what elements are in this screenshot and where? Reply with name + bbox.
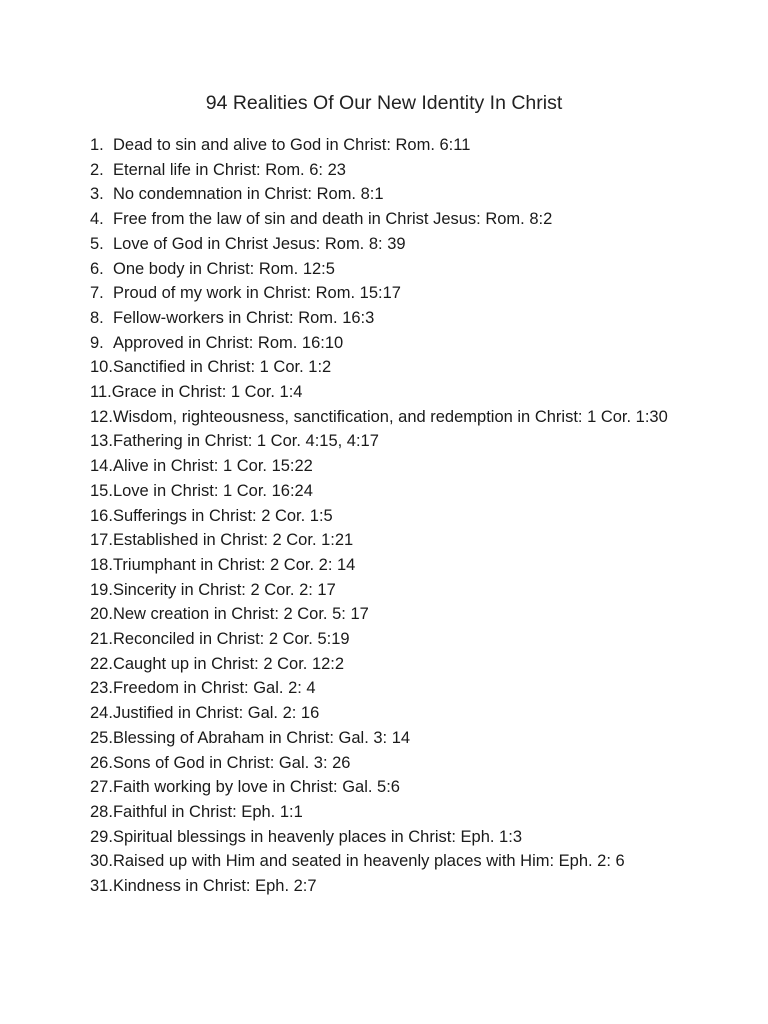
list-item [90, 158, 690, 183]
list-item-number: 14. [90, 457, 113, 476]
list-item [90, 182, 690, 207]
list-item-number: 5. [90, 234, 104, 253]
list-item-number: 15. [90, 481, 113, 500]
list-item-text: Proud of my work in Christ: Rom. 15:17 [113, 284, 401, 303]
list-item-number: 9. [90, 333, 104, 352]
realities-list [90, 133, 690, 899]
list-item [90, 775, 690, 800]
list-item-text: Sufferings in Christ: 2 Cor. 1:5 [112, 506, 333, 525]
list-item [90, 726, 690, 751]
list-item [90, 355, 690, 380]
list-item-text: Faithful in Christ: Eph. 1:1 [112, 802, 303, 821]
list-item [90, 751, 690, 776]
list-item-number: 16. [90, 506, 113, 525]
list-item-text: Fathering in Christ: 1 Cor. 4:15, 4:17 [112, 432, 379, 451]
list-item-text: Faith working by love in Christ: Gal. 5:6 [112, 778, 400, 797]
list-item-text: Eternal life in Christ: Rom. 6: 23 [113, 160, 346, 179]
list-item-number: 23. [90, 679, 113, 698]
list-item-text: Sincerity in Christ: 2 Cor. 2: 17 [112, 580, 336, 599]
list-item-text: Reconciled in Christ: 2 Cor. 5:19 [112, 630, 350, 649]
list-item-number: 19. [90, 580, 113, 599]
list-item [90, 578, 690, 603]
list-item [90, 800, 690, 825]
list-item [90, 306, 690, 331]
list-item [90, 849, 690, 874]
list-item [90, 257, 690, 282]
list-item-number: 31. [90, 877, 113, 896]
list-item [90, 331, 690, 356]
list-item [90, 652, 690, 677]
list-item-number: 8. [90, 308, 104, 327]
list-item [90, 553, 690, 578]
list-item [90, 133, 690, 158]
list-item-text: No condemnation in Christ: Rom. 8:1 [113, 185, 384, 204]
list-item [90, 454, 690, 479]
list-item-text: New creation in Christ: 2 Cor. 5: 17 [112, 605, 369, 624]
list-item-text: Kindness in Christ: Eph. 2:7 [112, 877, 317, 896]
list-item [90, 701, 690, 726]
list-item-number: 20. [90, 605, 113, 624]
list-item-number: 7. [90, 284, 104, 303]
list-item-text: Justified in Christ: Gal. 2: 16 [112, 704, 320, 723]
list-item-text: Free from the law of sin and death in Christ Jesus: Rom. 8:2 [113, 210, 553, 229]
list-item-text: Fellow-workers in Christ: Rom. 16:3 [113, 308, 375, 327]
list-item [90, 627, 690, 652]
list-item-text: Established in Christ: 2 Cor. 1:21 [112, 531, 354, 550]
list-item-text: Alive in Christ: 1 Cor. 15:22 [112, 457, 313, 476]
list-item [90, 874, 690, 899]
list-item-text: Freedom in Christ: Gal. 2: 4 [112, 679, 316, 698]
list-item-number: 4. [90, 210, 104, 229]
list-item-text: Dead to sin and alive to God in Christ: Rom. 6:11 [113, 136, 471, 154]
list-item-text: Wisdom, righteousness, sanctification, and redemption in Christ: 1 Cor. 1:30 [112, 407, 668, 426]
list-item-text: Caught up in Christ: 2 Cor. 12:2 [112, 654, 345, 673]
list-item-number: 3. [90, 185, 104, 204]
list-item-text: Raised up with Him and seated in heavenly places with Him: Eph. 2: 6 [112, 852, 625, 871]
list-item-text: Grace in Christ: 1 Cor. 1:4 [111, 383, 303, 402]
list-item-text: Spiritual blessings in heavenly places in Christ: Eph. 1:3 [112, 827, 522, 846]
list-item-number: 17. [90, 531, 113, 550]
list-item-number: 30. [90, 852, 113, 871]
list-item-text: Approved in Christ: Rom. 16:10 [113, 333, 344, 352]
list-item [90, 676, 690, 701]
list-item-number: 2. [90, 160, 104, 179]
list-item [90, 825, 690, 850]
list-item-text: Sons of God in Christ: Gal. 3: 26 [112, 753, 351, 772]
page-title: 94 Realities Of Our New Identity In Christ [205, 92, 563, 114]
list-item [90, 504, 690, 529]
list-item-number: 12. [90, 407, 113, 426]
list-item [90, 281, 690, 306]
list-item [90, 207, 690, 232]
list-item-text: One body in Christ: Rom. 12:5 [113, 259, 335, 278]
list-item-number: 6. [90, 259, 104, 278]
list-item-text: Blessing of Abraham in Christ: Gal. 3: 14 [112, 728, 411, 747]
list-item-number: 21. [90, 630, 113, 649]
list-item-number: 1. [90, 136, 104, 154]
list-item-number: 24. [90, 704, 113, 723]
list-item [90, 479, 690, 504]
list-item [90, 528, 690, 553]
list-item-text: Love in Christ: 1 Cor. 16:24 [112, 481, 313, 500]
list-item-number: 13. [90, 432, 113, 451]
list-item-text: Sanctified in Christ: 1 Cor. 1:2 [112, 358, 332, 377]
list-item-text: Love of God in Christ Jesus: Rom. 8: 39 [113, 234, 406, 253]
list-item [90, 380, 690, 405]
list-item-number: 27. [90, 778, 113, 797]
list-item [90, 232, 690, 257]
list-item-text: Triumphant in Christ: 2 Cor. 2: 14 [112, 555, 356, 574]
list-item-number: 29. [90, 827, 113, 846]
list-item-number: 11. [90, 383, 112, 402]
list-item-number: 10. [90, 358, 113, 377]
list-item-number: 28. [90, 802, 113, 821]
list-item-number: 22. [90, 654, 113, 673]
list-item [90, 602, 690, 627]
list-item-number: 26. [90, 753, 113, 772]
list-item-number: 25. [90, 728, 113, 747]
list-item [90, 429, 690, 454]
list-item-number: 18. [90, 555, 113, 574]
list-item [90, 405, 690, 430]
